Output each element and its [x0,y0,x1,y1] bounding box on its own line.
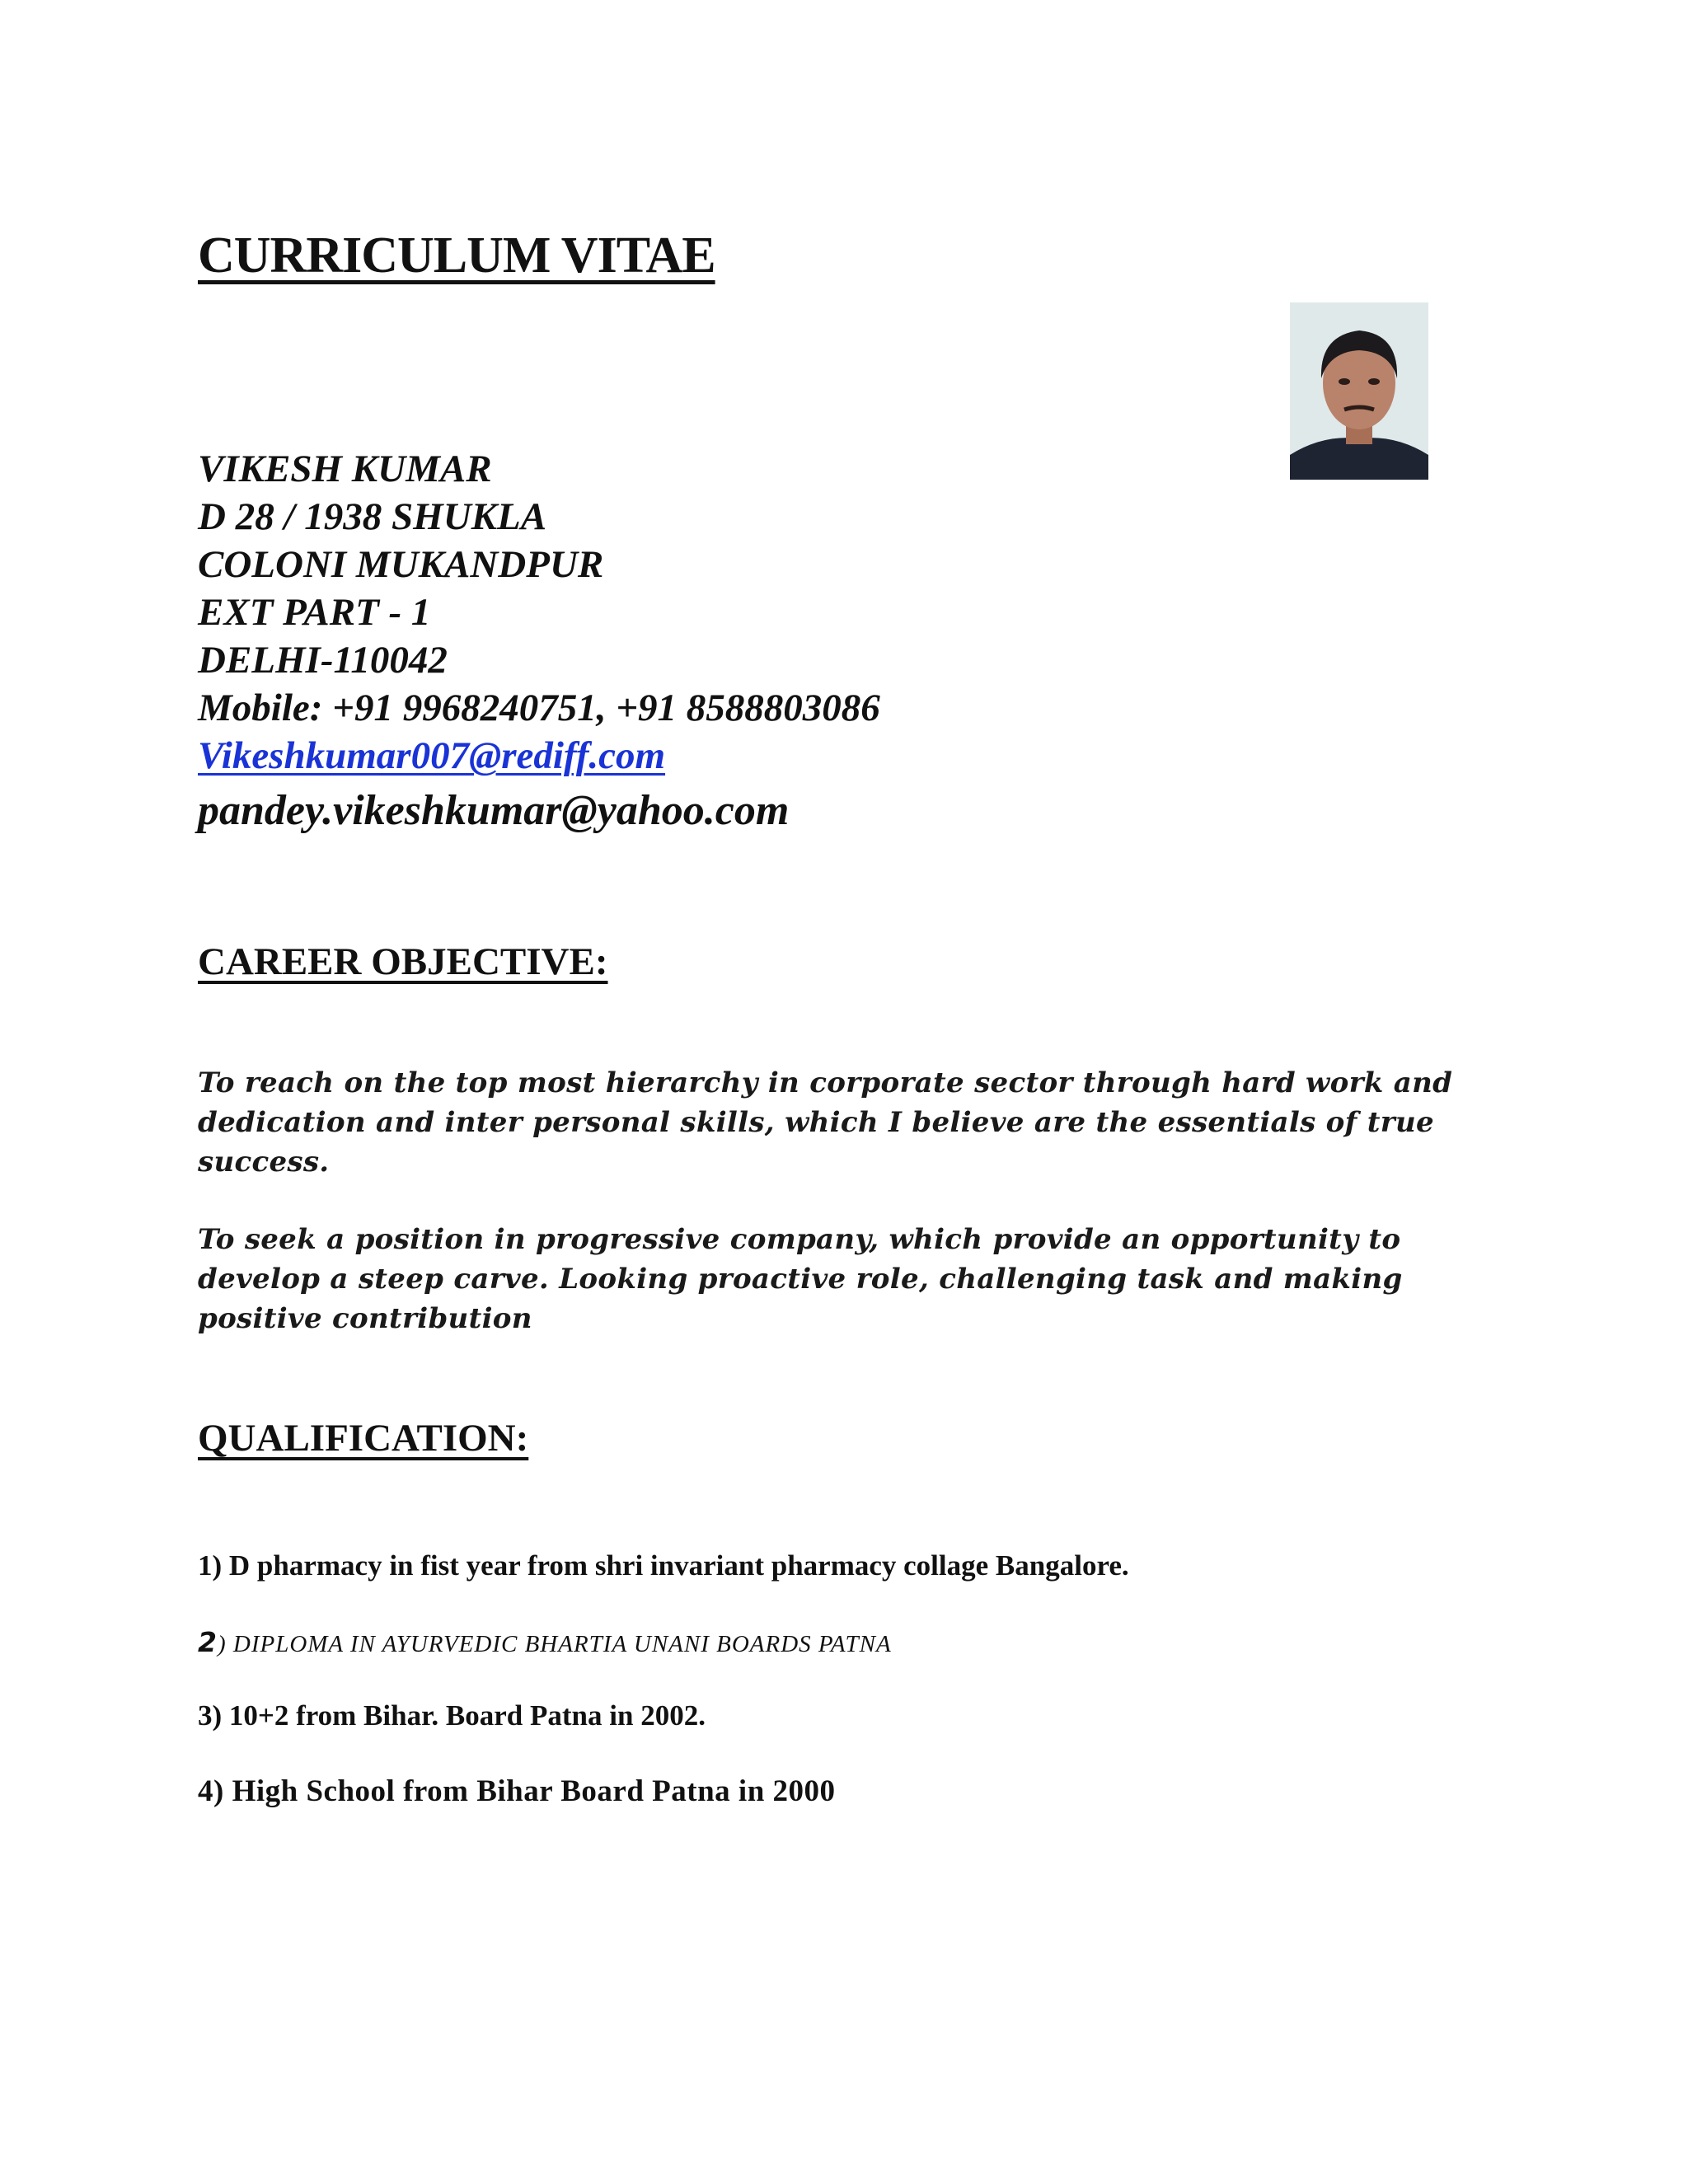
qualification-item-4: 4) High School from Bihar Board Patna in 2000 [198,1774,836,1808]
qualification-item-2-text: ) DIPLOMA IN AYURVEDIC BHARTIA UNANI BOARDS PATNA [217,1631,892,1657]
qualification-heading: QUALIFICATION: [198,1417,529,1460]
career-objective-heading: CAREER OBJECTIVE: [198,940,608,983]
address-line-4: DELHI-110042 [198,639,448,682]
qualification-item-2-number: 2 [198,1626,218,1658]
qualification-item-1: 1) D pharmacy in fist year from shri invariant pharmacy collage Bangalore. [198,1549,1129,1582]
passport-photo [1290,302,1428,480]
objective-paragraph-1: To reach on the top most hierarchy in corporate sector through hard work and dedication and inter personal skills, which I believe are the essentials of true success. [198,1066,1453,1179]
address-line-1: D 28 / 1938 SHUKLA [198,495,547,538]
email-link-rediff[interactable]: Vikeshkumar007@rediff.com [198,734,666,777]
address-line-3: EXT PART - 1 [198,591,431,634]
email-yahoo: pandey.vikeshkumar@yahoo.com [198,787,790,834]
document-title: CURRICULUM VITAE [198,227,715,284]
contact-block [198,445,880,841]
mobile-numbers: Mobile: +91 9968240751, +91 8588803086 [198,687,880,729]
address-line-2: COLONI MUKANDPUR [198,543,604,586]
objective-paragraph-2: To seek a position in progressive company, which provide an opportunity to develop a steep carve. Looking proactive role, challenging task and making positive contribution [198,1223,1403,1335]
applicant-name: VIKESH KUMAR [198,448,492,490]
qualification-item-3: 3) 10+2 from Bihar. Board Patna in 2002. [198,1699,706,1732]
qualification-item-2 [198,1626,892,1658]
portrait-icon [1290,302,1428,480]
